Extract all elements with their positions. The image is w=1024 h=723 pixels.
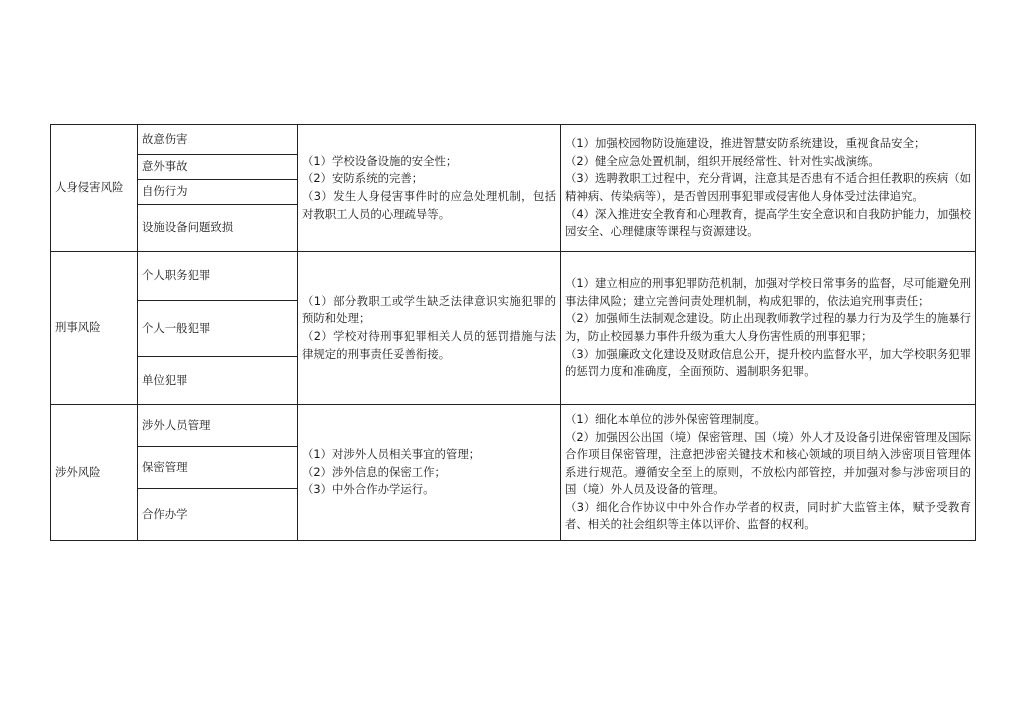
- risk-subitem: 故意伤害: [142, 131, 188, 146]
- risk-issues-cell: [298, 252, 561, 405]
- risk-subitem-cell: [138, 155, 298, 180]
- risk-subitem-cell: [138, 489, 298, 541]
- risk-issues-cell: [298, 405, 561, 541]
- risk-measures-cell: [561, 405, 976, 541]
- risk-subitem: 单位犯罪: [142, 372, 188, 387]
- risk-subitem-cell: [138, 447, 298, 489]
- risk-subitem: 个人一般犯罪: [142, 320, 211, 335]
- table-row: [51, 405, 976, 447]
- issue-line: （3）发生人身侵害事件时的应急处理机制，包括对教职工人员的心理疏导等。: [302, 189, 556, 221]
- risk-category-cell: [51, 405, 138, 541]
- risk-subitem: 设施设备问题致损: [142, 220, 234, 235]
- risk-category: 人身侵害风险: [55, 180, 124, 195]
- risk-subitem: 自伤行为: [142, 184, 188, 199]
- issue-line: （2）学校对待刑事犯罪相关人员的惩罚措施与法律规定的刑事责任妥善衔接。: [302, 329, 556, 361]
- measure-line: （1）细化本单位的涉外保密管理制度。: [565, 411, 766, 426]
- issue-line: （1）对涉外人员相关事宜的管理；: [302, 447, 481, 462]
- issue-line: （2）涉外信息的保密工作；: [302, 464, 446, 479]
- risk-subitem: 个人职务犯罪: [142, 268, 211, 283]
- risk-table: [50, 124, 976, 541]
- risk-subitem-cell: [138, 180, 298, 205]
- risk-category: 刑事风险: [55, 320, 101, 335]
- risk-subitem-cell: [138, 301, 298, 357]
- risk-subitem-cell: [138, 405, 298, 447]
- measure-line: （1）加强校园物防设施建设，推进智慧安防系统建设，重视食品安全；: [565, 136, 926, 151]
- measure-line: （2）加强因公出国（境）保密管理、国（境）外人才及设备引进保密管理及国际合作项目保密管理，注意把涉密关键技术和核心领域的项目纳入涉密项目管理体系进行规范。遵循安全至上的原则，不放松内部管控，并加强对参与涉密项目的国（境）外人员及设备的管理。: [565, 429, 971, 497]
- measure-line: （3）选聘教职工过程中，充分背调，注意其是否患有不适合担任教职的疾病（如精神病、传染病等），是否曾因刑事犯罪或侵害他人身体受过法律追究。: [565, 171, 971, 203]
- risk-subitem-cell: [138, 205, 298, 252]
- measure-line: （4）深入推进安全教育和心理教育，提高学生安全意识和自我防护能力，加强校园安全、心理健康等课程与资源建设。: [565, 206, 971, 239]
- risk-issues-cell: [298, 125, 561, 252]
- risk-subitem: 意外事故: [142, 159, 188, 174]
- risk-category: 涉外风险: [55, 464, 101, 479]
- measure-line: （1）建立相应的刑事犯罪防范机制，加强对学校日常事务的监督，尽可能避免刑事法律风险；建立完善问责处理机制，构成犯罪的，依法追究刑事责任；: [565, 276, 971, 308]
- risk-subitem-cell: [138, 252, 298, 301]
- measure-line: （3）加强廉政文化建设及财政信息公开，提升校内监督水平，加大学校职务犯罪的惩罚力度和准确度，全面预防、遏制职务犯罪。: [565, 346, 971, 379]
- risk-subitem-cell: [138, 125, 298, 155]
- risk-subitem-cell: [138, 357, 298, 405]
- risk-category-cell: [51, 252, 138, 405]
- risk-category-cell: [51, 125, 138, 252]
- issue-line: （1）学校设备设施的安全性；: [302, 153, 458, 168]
- measure-line: （3）细化合作协议中中外合作办学者的权责，同时扩大监管主体，赋予受教育者、相关的社会组织等主体以评价、监督的权利。: [565, 499, 971, 532]
- issue-line: （1）部分教职工或学生缺乏法律意识实施犯罪的预防和处理；: [302, 293, 556, 326]
- table-row: [51, 125, 976, 155]
- risk-measures-cell: [561, 125, 976, 252]
- issue-line: （2）安防系统的完善；: [302, 171, 424, 186]
- measure-line: （2）加强师生法制观念建设。防止出现教师教学过程的暴力行为及学生的施暴行为，防止校园暴力事件升级为重大人身伤害性质的刑事犯罪；: [565, 311, 971, 343]
- risk-subitem: 合作办学: [142, 506, 188, 521]
- measure-line: （2）健全应急处置机制，组织开展经常性、针对性实战演练。: [565, 153, 880, 168]
- risk-subitem: 涉外人员管理: [142, 417, 211, 432]
- issue-line: （3）中外合作办学运行。: [302, 482, 435, 497]
- risk-measures-cell: [561, 252, 976, 405]
- risk-subitem: 保密管理: [142, 459, 188, 474]
- table-row: [51, 252, 976, 301]
